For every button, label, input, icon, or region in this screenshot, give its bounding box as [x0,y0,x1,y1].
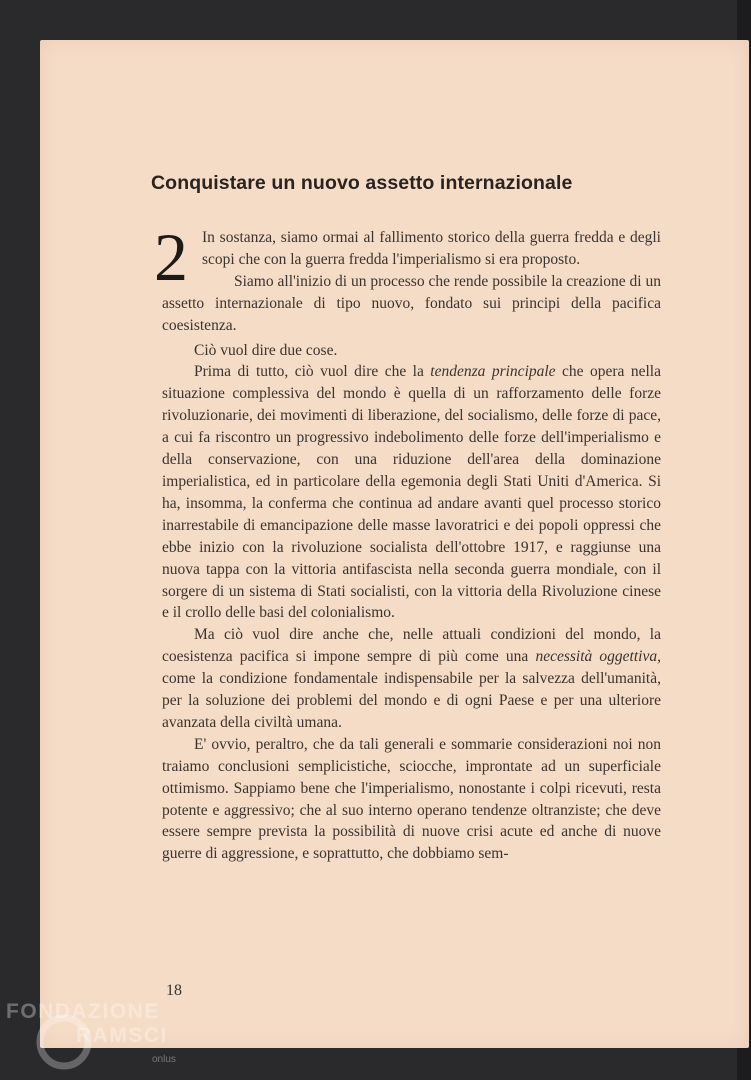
paragraph-6: E' ovvio, peraltro, che da tali generali e sommarie considerazioni noi non traiamo conclusioni semplicistiche, sciocche, improntate ad un superficiale ottimismo. Sappiamo bene che l'imperialismo, nonostante i colpi ricevuti, resta potente e aggressivo; che al suo interno operano tendenze oltranziste; che deve essere sempre prevista la possibilità di nuove crisi acute ed anche di nuove guerre di aggressione, e soprattutto, che dobbiamo sem- [162,735,661,863]
document-page [40,40,749,1048]
paragraph-5 [162,624,661,734]
svg-text:RAMSCI: RAMSCI [76,1024,168,1047]
svg-text:onlus: onlus [152,1054,176,1065]
page-number: 18 [166,982,182,999]
fondazione-gramsci-watermark [4,996,194,1080]
paragraph-5-text-b: come la condizione fondamentale indispensabile per la salvezza dell'umanità, per la soluzione dei problemi del mondo e di ogni Paese e per una ulteriore avanzata della civiltà umana. [162,670,661,731]
paragraph-4-emphasis: tendenza principale [430,363,556,381]
paragraph-5-text-a: Ma ciò vuol dire anche che, nelle attuali condizioni del mondo, la coesistenza pacifica si impone sempre di più come una [162,626,661,666]
paragraph-1 [154,219,661,295]
drop-cap-numeral: 2 [154,219,188,295]
body-text [154,219,661,865]
paragraph-4-text-a: Prima di tutto, ciò vuol dire che la [194,363,431,381]
paragraph-4-text-b: che opera nella situazione complessiva del mondo è quella di un rafforzamento delle forze rivoluzionarie, dei movimenti di liberazione, del socialismo, delle forze di pace, a cui fa riscontro un progressivo indebolimento delle forze dell'imperialismo e della conservazione, con una riduzione dell'area della dominazione imperialistica, ed in particolare della egemonia degli Stati Uniti d'America. Si ha, insomma, la conferma che continua ad andare avanti quel processo storico inarrestabile di emancipazione delle masse lavoratrici e dei popoli oppressi che ebbe inizio con la rivoluzione socialista dell'ottobre 1917, e raggiunse una nuova tappa con la vittoria antifascista nella seconda guerra mondiale, con il sorgere di un sistema di Stati socialisti, con la vittoria della Rivoluzione cinese e il crollo delle basi del colonialismo. [162,363,661,622]
paragraph-5-emphasis: necessità oggettiva, [535,648,661,666]
section-title: Conquistare un nuovo assetto internazionale [151,172,573,194]
paragraph-4 [162,361,661,624]
paragraph-1-text: In sostanza, siamo ormai al fallimento storico della guerra fredda e degli scopi che con la guerra fredda l'imperialismo si era proposto. [202,229,661,268]
paragraph-3: Ciò vuol dire due cose. [194,341,338,359]
svg-text:FONDAZIONE: FONDAZIONE [6,1000,160,1023]
paragraph-2: Siamo all'inizio di un processo che rende possibile la creazione di un assetto internazionale di tipo nuovo, fondato sui principi della pacifica coesistenza. [162,272,661,334]
